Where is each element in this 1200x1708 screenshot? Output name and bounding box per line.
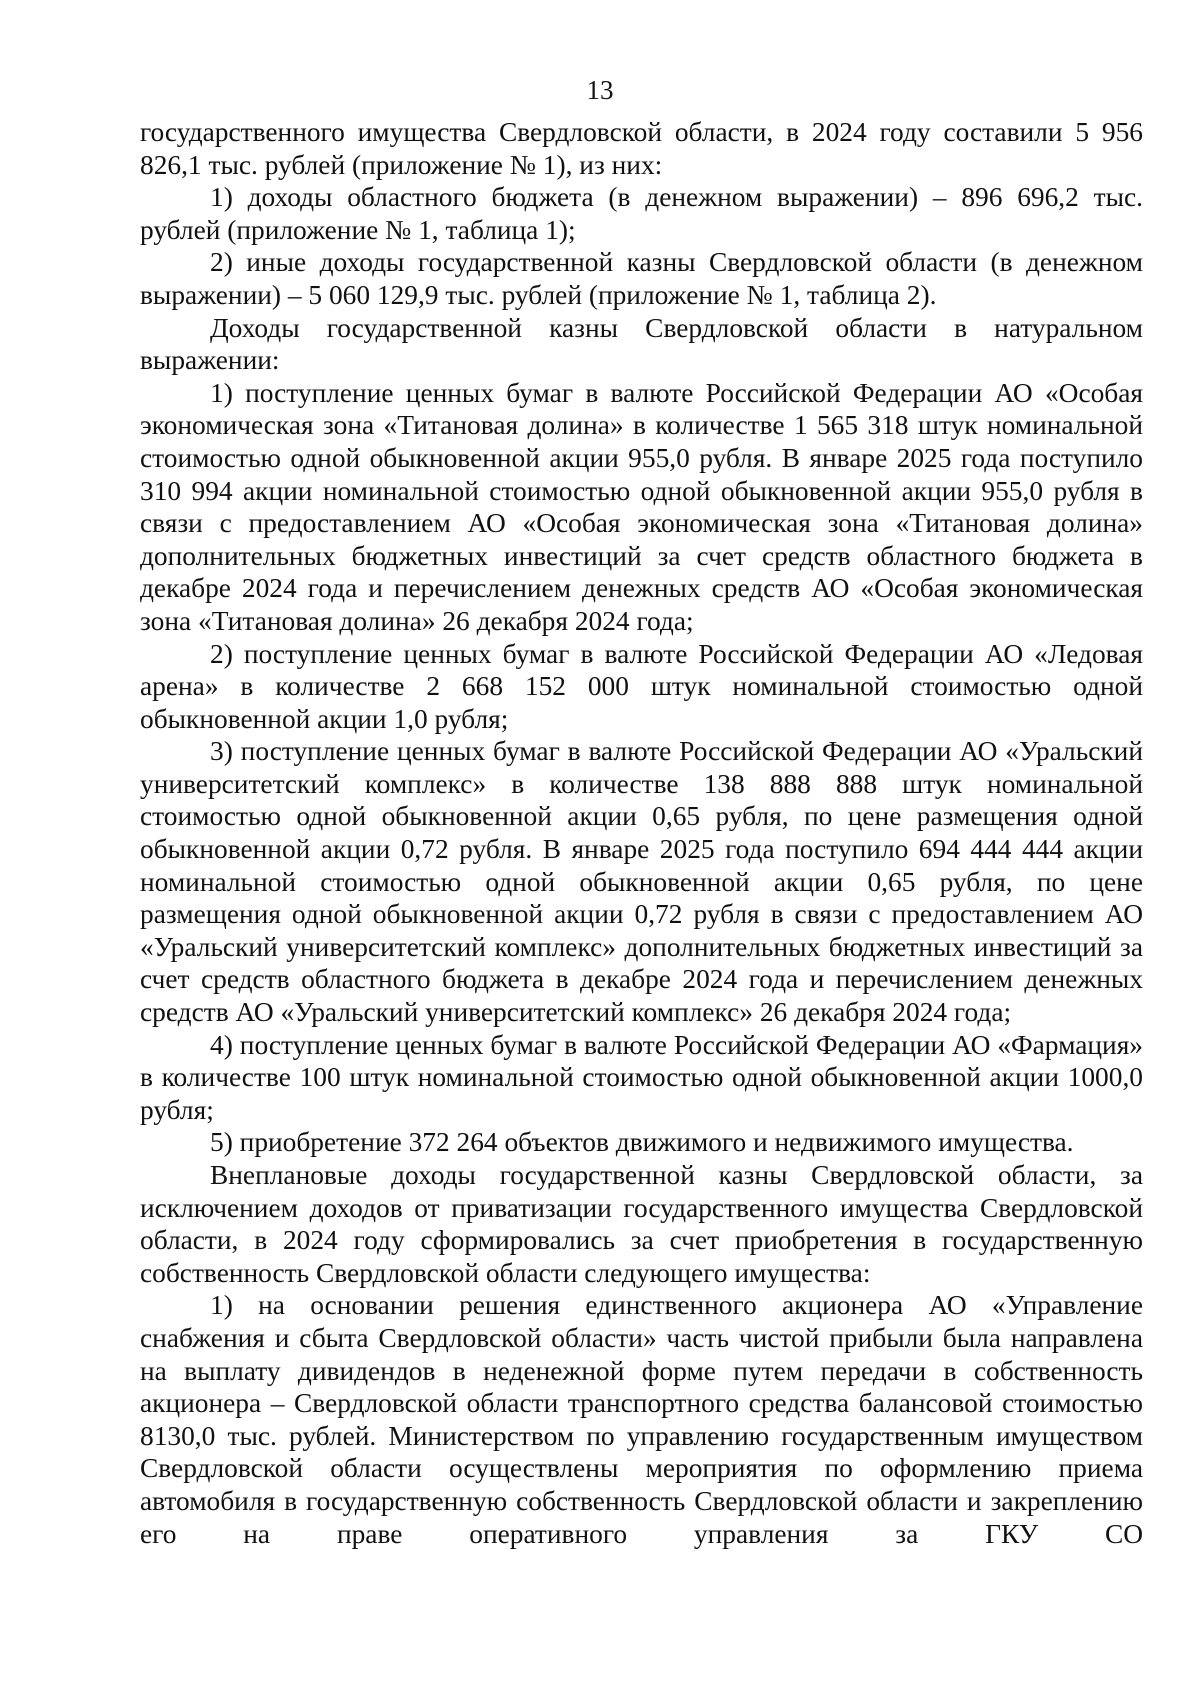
paragraph-regional-budget-income: 1) доходы областного бюджета (в денежном выражении) – 896 696,2 тыс. рублей (приложение № 1, таблица 1); <box>140 182 1143 245</box>
paragraph-income-total: государственного имущества Свердловской области, в 2024 году составили 5 956 826,1 тыс. рублей (приложение № 1), из них: <box>140 117 1143 180</box>
paragraph-ice-arena-shares: 2) поступление ценных бумаг в валюте Российской Федерации АО «Ледовая арена» в количестве 2 668 152 000 штук номинальной стоимостью одной обыкновенной акции 1,0 рубля; <box>140 638 1143 734</box>
paragraph-in-kind-income-heading: Доходы государственной казны Свердловской области в натуральном выражении: <box>140 312 1143 376</box>
document-body <box>140 116 1143 1550</box>
paragraph-property-acquisition: 5) приобретение 372 264 объектов движимого и недвижимого имущества. <box>210 1127 1074 1158</box>
paragraph-titanium-valley-shares: 1) поступление ценных бумаг в валюте Российской Федерации АО «Особая экономическая зона «Титановая долина» в количестве 1 565 318 штук номинальной стоимостью одной обыкновенной акции 955,0 рубля. В январе 2025 года поступило 310 994 акции номинальной стоимостью одной обыкновенной акции 955,0 рубля в связи с предоставлением АО «Особая экономическая зона «Титановая долина» дополнительных бюджетных инвестиций за счет средств областного бюджета в декабре 2024 года и перечислением денежных средств АО «Особая экономическая зона «Титановая долина» 26 декабря 2024 года; <box>140 377 1143 636</box>
paragraph-supply-dividend-vehicle: 1) на основании решения единственного акционера АО «Управление снабжения и сбыта Свердловской области» часть чистой прибыли была направлена на выплату дивидендов в неденежной форме путем передачи в собственность акционера – Свердловской области транспортного средства балансовой стоимостью 8130,0 тыс. рублей. Министерством по управлению государственным имуществом Свердловской области осуществлены мероприятия по оформлению приема автомобиля в государственную собственность Свердловской области и закреплению его на праве оперативного управления за ГКУ СО <box>140 1290 1143 1549</box>
page-number: 13 <box>586 75 614 105</box>
paragraph-other-treasury-income: 2) иные доходы государственной казны Свердловской области (в денежном выражении) – 5 060 129,9 тыс. рублей (приложение № 1, таблица 2). <box>140 247 1143 310</box>
paragraph-ural-university-complex-shares: 3) поступление ценных бумаг в валюте Российской Федерации АО «Уральский университетский комплекс» в количестве 138 888 888 штук номинальной стоимостью одной обыкновенной акции 0,65 рубля, по цене размещения одной обыкновенной акции 0,72 рубля. В январе 2025 года поступило 694 444 444 акции номинальной стоимостью одной обыкновенной акции 0,65 рубля, по цене размещения одной обыкновенной акции 0,72 рубля в связи с предоставлением АО «Уральский университетский комплекс» дополнительных бюджетных инвестиций за счет средств областного бюджета в декабре 2024 года и перечислением денежных средств АО «Уральский университетский комплекс» 26 декабря 2024 года; <box>140 736 1143 1028</box>
paragraph-pharmacy-shares: 4) поступление ценных бумаг в валюте Российской Федерации АО «Фармация» в количестве 100 штук номинальной стоимостью одной обыкновенной акции 1000,0 рубля; <box>140 1029 1143 1125</box>
paragraph-unplanned-income: Внеплановые доходы государственной казны Свердловской области, за исключением доходов от приватизации государственного имущества Свердловской области, в 2024 году сформировались за счет приобретения в государственную собственность Свердловской области следующего имущества: <box>140 1160 1143 1288</box>
